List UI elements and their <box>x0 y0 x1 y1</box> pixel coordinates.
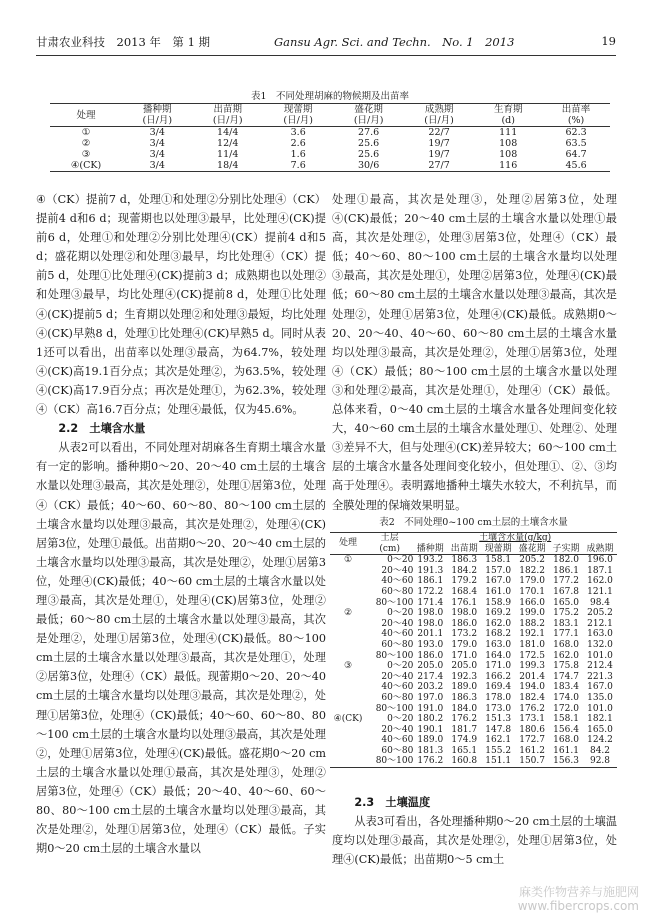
table2-value-cell: 163.0 <box>587 629 613 640</box>
table1-cell: 2.6 <box>290 138 306 149</box>
table1-cell: 14/4 <box>217 127 239 138</box>
table1-cell: 12/4 <box>217 138 239 149</box>
table1-cell: 45.6 <box>565 160 587 171</box>
table1-cell: 11/4 <box>217 149 239 160</box>
table2-value-cell: 193.2 <box>417 555 444 566</box>
table2-value-cell: 98.4 <box>589 597 611 608</box>
table-row <box>330 704 617 715</box>
table2-value-cell: 101.0 <box>587 650 613 661</box>
table2-value-cell: 164.0 <box>485 650 512 661</box>
table2-layer-cell: 40～60 <box>381 576 414 587</box>
watermark-url: www.fibercrops.com <box>517 899 639 913</box>
table1-cell: 7.6 <box>290 160 306 171</box>
table2-treatment-cell <box>330 693 366 704</box>
table2-value-cell: 179.2 <box>451 576 478 587</box>
table1-header-cell: 现蕾期 (日/月) <box>283 104 313 126</box>
journal-name-cn: 甘肃农业科技 2013 年 第 1 期 <box>36 35 211 49</box>
table2-value-cell: 161.0 <box>485 586 512 597</box>
paragraph-soil-temp: 从表3可看出，各处理播种期0～20 cm土层的土壤温度均以处理③最高，其次是处理②，处理①居第3位，处理④(CK)最低；出苗期0～5 cm土 <box>332 815 617 867</box>
table1-cell: 63.5 <box>565 138 587 149</box>
table2-value-cell: 156.3 <box>553 756 579 767</box>
table2-value-cell: 174.9 <box>451 735 478 746</box>
table2-value-cell: 186.1 <box>417 576 444 587</box>
table-row <box>330 576 617 587</box>
table2-value-cell: 182.2 <box>519 565 545 576</box>
table2-value-cell: 161.1 <box>553 745 579 756</box>
table2-value-cell: 147.8 <box>485 724 512 735</box>
table1-cell: 62.3 <box>565 127 587 138</box>
table1-cell: 19/7 <box>428 149 450 160</box>
table1-header-cell: 播种期 (日/月) <box>142 104 173 126</box>
table1-cell: 25.6 <box>358 149 380 160</box>
left-column <box>36 190 326 858</box>
table2-value-cell: 156.4 <box>553 724 579 735</box>
table-row <box>330 651 617 662</box>
table2-value-cell: 181.7 <box>451 724 478 735</box>
table1-cell: 22/7 <box>428 127 450 138</box>
table2-value-cell: 203.2 <box>417 682 444 693</box>
table1-cell: 108 <box>499 138 518 149</box>
table2-value-cell: 124.2 <box>587 735 613 746</box>
table2-treatment-cell <box>330 672 366 683</box>
table2-layer-cell: 20～40 <box>381 671 414 682</box>
table2-value-cell: 180.6 <box>519 724 545 735</box>
table1-cell: 64.7 <box>565 149 587 160</box>
table-row <box>50 138 610 149</box>
table1-cell: 27.6 <box>358 127 380 138</box>
table1-cell: ① <box>81 127 91 138</box>
table2-stage-header: 播种期 <box>416 543 444 554</box>
table1-caption: 表1 不同处理胡麻的物候期及出苗率 <box>250 91 410 102</box>
table2-value-cell: 201.4 <box>519 671 545 682</box>
table2-value-cell: 176.2 <box>519 703 545 714</box>
table2-layer-cell: 0～20 <box>387 714 414 725</box>
table2-value-cell: 167.0 <box>587 682 613 693</box>
table2-treatment-cell <box>330 619 366 630</box>
table2-layer-cell: 80～100 <box>375 597 414 608</box>
table-row <box>330 629 617 640</box>
table2-value-cell: 174.7 <box>553 671 579 682</box>
table2-value-cell: 165.1 <box>451 745 478 756</box>
table2-value-cell: 158.1 <box>485 555 512 566</box>
table2-layer-cell: 60～80 <box>381 745 414 756</box>
table2-value-cell: 178.0 <box>485 692 512 703</box>
paragraph-phenology: ④（CK）提前7 d，处理①和处理②分别比处理④（CK）提前4 d和6 d；现蕾期也以处理③最早，比处理④(CK)提前6 d，处理①和处理②分别比处理④(CK）提前4 d和5 d；盛花期以处理②和处理③最早，均比处理④（CK）提前5 d，处理①比处理④(CK)提前3 d；成熟期也以处理②和处理③最早，均比处理④(CK)提前8 d，处理①比处理④(CK)提前5 d；生育期以处理②和处理③最短，均比处理④(CK)早熟8 d，处理①比处理④(CK)早熟5 d。同时从表1还可以看出，出苗率以处理③最高，为64.7%，较处理④(CK)高19.1百分点；其次是处理②，为63.5%，较处理④(CK)高17.9百分点；再次是处理①，为62.3%，较处理④（CK）高16.7百分点；处理④最低，仅为45.6%。 <box>36 193 326 417</box>
table2-value-cell: 171.4 <box>417 597 444 608</box>
table1-cell: 116 <box>499 160 518 171</box>
table2-treatment-cell: ② <box>343 608 353 619</box>
table2-value-cell: 173.0 <box>485 703 512 714</box>
table2-head-layer: 土层 (cm) <box>379 533 400 554</box>
table2-value-cell: 151.3 <box>485 714 512 725</box>
table2-treatment-cell <box>330 735 366 746</box>
table2-value-cell: 161.2 <box>519 745 545 756</box>
table2-value-cell: 199.0 <box>519 608 545 619</box>
table2-value-cell: 198.0 <box>417 618 444 629</box>
section-heading-2-2: 2.2 土壤含水量 <box>58 422 146 436</box>
table2-value-cell: 193.0 <box>417 639 444 650</box>
table2-value-cell: 196.0 <box>587 555 613 566</box>
table2-value-cell: 205.0 <box>451 661 478 672</box>
table2-value-cell: 155.2 <box>485 745 512 756</box>
table2-value-cell: 175.8 <box>553 661 579 672</box>
table2-value-cell: 168.0 <box>553 735 579 746</box>
table1-cell: 18/4 <box>217 160 239 171</box>
table2-head-group: 土壤含水量(g/kg) <box>479 533 552 543</box>
table2-value-cell: 184.0 <box>451 703 478 714</box>
table2-value-cell: 186.3 <box>451 555 478 566</box>
table2-value-cell: 135.0 <box>587 692 613 703</box>
table-row <box>330 725 617 736</box>
table-row <box>330 672 617 683</box>
table2-value-cell: 186.3 <box>451 692 478 703</box>
table1-cell: ④(CK) <box>70 160 102 171</box>
table-row <box>330 714 617 725</box>
table2-treatment-cell <box>330 682 366 693</box>
table2-value-cell: 101.0 <box>587 703 613 714</box>
table-row <box>330 555 617 566</box>
table2-treatment-cell: ③ <box>343 661 353 672</box>
table2-value-cell: 189.0 <box>451 682 478 693</box>
table2-treatment-cell <box>330 640 366 651</box>
table2-value-cell: 188.2 <box>519 618 545 629</box>
table2-value-cell: 158.9 <box>485 597 512 608</box>
table2-value-cell: 166.2 <box>485 671 512 682</box>
table2-value-cell: 192.1 <box>519 629 545 640</box>
table2-value-cell: 189.0 <box>417 735 444 746</box>
table2-value-cell: 205.0 <box>417 661 444 672</box>
table2-value-cell: 158.1 <box>553 714 579 725</box>
table2 <box>330 532 617 768</box>
table1-header-cell: 出苗期 (日/月) <box>212 104 243 126</box>
table1-header-cell: 处理 <box>76 109 96 121</box>
table2-layer-cell: 0～20 <box>387 608 414 619</box>
table2-value-cell: 170.1 <box>519 586 545 597</box>
table-row <box>330 587 617 598</box>
table-row <box>330 693 617 704</box>
table1-cell: ③ <box>81 149 91 160</box>
table2-value-cell: 197.0 <box>417 692 444 703</box>
table2-value-cell: 181.0 <box>519 639 545 650</box>
journal-name-en: Gansu Agr. Sci. and Techn. No. 1 2013 <box>274 35 515 49</box>
table2-treatment-cell <box>330 576 366 587</box>
table2-value-cell: 212.4 <box>587 661 613 672</box>
table-row <box>330 619 617 630</box>
table2-treatment-cell <box>330 746 366 757</box>
table2-layer-cell: 20～40 <box>381 565 414 576</box>
table2-stage-header: 出苗期 <box>450 543 478 554</box>
table2-treatment-cell <box>330 725 366 736</box>
table2-stage-header: 现蕾期 <box>484 543 512 554</box>
paragraph-soil-moisture: 从表2可以看出，不同处理对胡麻各生育期土壤含水量有一定的影响。播种期0～20、20～40 cm土层的土壤含水量以处理③最高，其次是处理②，处理①居第3位，处理④（CK）最低；40～60、60～80、80～100 cm土层的土壤含水量均以处理③最高，其次是处理②，处理④(CK)居第3位，处理①最低。出苗期0～20、20～40 cm土层的土壤含水量均以处理③最高，其次是处理②，处理①居第3位，处理④(CK)最低；40～60 cm土层的土壤含水量以处理③最高，其次是处理①，处理④(CK)居第3位，处理②最低；60～80 cm土层的土壤含水量以处理③最高，其次是处理②，处理①居第3位，处理④(CK)最低。80～100 cm土层的土壤含水量以处理③最高，其次是处理①，处理②居第3位，处理④（CK）最低。现蕾期0～20、20～40 cm土层的土壤含水量均以处理③最高，其次是处理②，处理①居第3位，处理④（CK)最低；40～60、60～80、80～100 cm土层的土壤含水量均以处理③最高，其次是处理②，处理①居第3位，处理④(CK)最低。盛花期0～20 cm土层的土壤含水量以处理①最高，其次是处理③，处理②居第3位，处理④（CK）最低；20～40、40～60、60～80、80～100 cm土层的土壤含水量均以处理③最高，其次是处理②，处理①居第3位，处理④（CK）最低。子实期0～20 cm土层的土壤含水量以 <box>36 441 326 856</box>
table2-value-cell: 187.1 <box>587 565 613 576</box>
table2-value-cell: 162.1 <box>485 735 512 746</box>
watermark <box>518 885 639 913</box>
table2-layer-cell: 60～80 <box>381 639 414 650</box>
table1 <box>50 103 610 172</box>
table2-value-cell: 166.0 <box>519 597 545 608</box>
page-number: 19 <box>601 34 616 48</box>
table2-value-cell: 184.2 <box>451 565 478 576</box>
table1-header-cell: 盛花期 (日/月) <box>353 104 384 126</box>
table2-layer-cell: 40～60 <box>381 629 414 640</box>
table2-treatment-cell: ① <box>343 555 353 566</box>
table2-value-cell: 168.2 <box>485 629 512 640</box>
table2-treatment-cell <box>330 704 366 715</box>
table2-treatment-cell: ④(CK) <box>333 714 363 725</box>
table2-value-cell: 173.2 <box>451 629 478 640</box>
table2-value-cell: 173.1 <box>519 714 545 725</box>
table2-value-cell: 192.3 <box>451 671 478 682</box>
table2-value-cell: 169.2 <box>485 608 512 619</box>
table2-value-cell: 179.0 <box>451 639 478 650</box>
table2-stage-header: 盛花期 <box>518 543 546 554</box>
table1-cell: ② <box>81 138 91 149</box>
table2-layer-cell: 80～100 <box>375 703 414 714</box>
table2-treatment-cell <box>330 587 366 598</box>
table-row <box>330 640 617 651</box>
table2-value-cell: 194.0 <box>519 682 545 693</box>
table2-value-cell: 165.0 <box>587 724 613 735</box>
table1-cell: 27/7 <box>428 160 450 171</box>
table2-layer-cell: 0～20 <box>387 661 414 672</box>
table1-cell: 30/6 <box>357 160 380 171</box>
table2-value-cell: 168.4 <box>451 586 478 597</box>
table2-treatment-cell <box>330 756 366 767</box>
watermark-cn: 麻类作物营养与施肥网 <box>518 885 639 899</box>
table2-value-cell: 169.4 <box>485 682 512 693</box>
table2-value-cell: 182.0 <box>553 555 579 566</box>
table2-value-cell: 84.2 <box>589 745 611 756</box>
table2-value-cell: 179.0 <box>519 576 545 587</box>
table1-cell: 3/4 <box>149 138 165 149</box>
table2-value-cell: 217.4 <box>417 671 444 682</box>
table2-value-cell: 183.1 <box>553 618 579 629</box>
table2-value-cell: 157.0 <box>485 565 512 576</box>
table2-value-cell: 221.3 <box>587 671 613 682</box>
table1-cell: 3.6 <box>290 127 306 138</box>
table2-value-cell: 183.4 <box>553 682 579 693</box>
table2-value-cell: 186.1 <box>553 565 579 576</box>
table1-cell: 19/7 <box>428 138 450 149</box>
table2-value-cell: 132.0 <box>587 639 613 650</box>
table2-layer-cell: 80～100 <box>375 756 414 767</box>
table1-cell: 3/4 <box>149 149 165 160</box>
table2-value-cell: 190.1 <box>417 724 444 735</box>
table2-value-cell: 167.0 <box>485 576 512 587</box>
table2-value-cell: 205.2 <box>587 608 613 619</box>
table2-value-cell: 172.0 <box>553 703 579 714</box>
paragraph-soil-moisture-cont: 处理①最高，其次是处理③，处理②居第3位，处理④(CK)最低；20～40 cm土层的土壤含水量以处理①最高，其次是处理②，处理③居第3位，处理④（CK）最低；40～60、80～100 cm土层的土壤含水量均以处理③最高，其次是处理①，处理②居第3位，处理④(CK)最低；60～80 cm土层的土壤含水量以处理③最高，其次是处理②，处理①居第3位，处理④(CK)最低。成熟期0～20、20～40、40～60、60～80 cm土层的土壤含水量均以处理③最高，其次是处理②，处理①居第3位，处理④（CK）最低；80～100 cm土层的土壤含水量以处理③和处理②最高，其次是处理①，处理④（CK）最低。总体来看，0～40 cm土层的土壤含水量各处理间变化较大，40～60 cm土层的土壤含水量处理①、处理②、处理③差异不大，但与处理④(CK)差异较大；60～100 cm土层的土壤含水量各处理间变化较小，但处理①、②、③均高于处理④。表明露地播种土壤失水较大，不利抗旱，而全膜处理的保墒效果明显。 <box>332 193 617 512</box>
table1-cell: 111 <box>499 127 518 138</box>
table-row <box>330 746 617 757</box>
table2-value-cell: 175.2 <box>553 608 579 619</box>
table2-value-cell: 172.7 <box>519 735 545 746</box>
table2-value-cell: 212.1 <box>587 618 613 629</box>
table1-header-cell: 成熟期 (日/月) <box>424 104 454 126</box>
header-rule <box>36 55 616 56</box>
table2-value-cell: 177.1 <box>553 629 579 640</box>
table2-layer-cell: 20～40 <box>381 618 414 629</box>
table2-layer-cell: 0～20 <box>387 555 414 566</box>
table2-value-cell: 198.0 <box>451 608 478 619</box>
table2-value-cell: 181.3 <box>417 745 444 756</box>
table2-value-cell: 182.1 <box>587 714 613 725</box>
right-column <box>332 190 617 515</box>
table2-value-cell: 163.0 <box>485 639 512 650</box>
table1-cell: 25.6 <box>358 138 380 149</box>
table2-value-cell: 186.0 <box>451 618 478 629</box>
table2-value-cell: 160.8 <box>451 756 478 767</box>
table2-value-cell: 162.0 <box>587 576 613 587</box>
table-row <box>50 149 610 160</box>
table2-value-cell: 180.2 <box>417 714 444 725</box>
table2-layer-cell: 40～60 <box>381 682 414 693</box>
table2-value-cell: 182.4 <box>519 692 545 703</box>
table-row <box>330 682 617 693</box>
table2-stage-header: 子实期 <box>552 543 580 554</box>
table1-cell: 3/4 <box>149 160 165 171</box>
table2-stage-header: 成熟期 <box>586 543 614 554</box>
table1-header-cell: 出苗率 (%) <box>561 104 591 126</box>
table2-layer-cell: 60～80 <box>381 692 414 703</box>
table2-value-cell: 205.2 <box>519 555 545 566</box>
table2-value-cell: 168.0 <box>553 639 579 650</box>
table-row <box>330 756 617 767</box>
table-row <box>50 127 610 139</box>
table-row <box>50 160 610 172</box>
table2-value-cell: 162.0 <box>485 618 512 629</box>
table2-value-cell: 176.2 <box>451 714 478 725</box>
table2-value-cell: 176.1 <box>451 597 478 608</box>
table2-value-cell: 177.2 <box>553 576 579 587</box>
table2-value-cell: 162.0 <box>553 650 579 661</box>
table2-value-cell: 92.8 <box>589 756 611 767</box>
table2-layer-cell: 40～60 <box>381 735 414 746</box>
table2-value-cell: 172.5 <box>519 650 545 661</box>
table2-value-cell: 191.3 <box>417 565 444 576</box>
table2-value-cell: 176.2 <box>417 756 444 767</box>
table-row <box>330 566 617 577</box>
table2-layer-cell: 20～40 <box>381 724 414 735</box>
table2-value-cell: 174.0 <box>553 692 579 703</box>
table1-header-cell: 生育期 (d) <box>493 104 523 126</box>
table1-cell: 1.6 <box>290 149 306 160</box>
table2-treatment-cell <box>330 651 366 662</box>
table1-cell: 108 <box>499 149 518 160</box>
running-header <box>36 34 616 54</box>
table2-value-cell: 121.1 <box>587 586 613 597</box>
table2-value-cell: 186.0 <box>417 650 444 661</box>
table1-cell: 3/4 <box>149 127 165 138</box>
table2-value-cell: 171.0 <box>451 650 478 661</box>
table2-value-cell: 198.0 <box>417 608 444 619</box>
table2-value-cell: 171.0 <box>485 661 512 672</box>
table2-value-cell: 167.8 <box>553 586 579 597</box>
table2-layer-cell: 60～80 <box>381 586 414 597</box>
table2-caption: 表2 不同处理0~100 cm土层的土壤含水量 <box>379 517 568 528</box>
table2-value-cell: 150.7 <box>519 756 545 767</box>
table-row <box>330 598 617 609</box>
table-row <box>330 608 617 619</box>
table2-value-cell: 199.3 <box>519 661 545 672</box>
table2-value-cell: 191.0 <box>417 703 444 714</box>
table2-treatment-cell <box>330 598 366 609</box>
table2-value-cell: 165.0 <box>553 597 579 608</box>
table2-treatment-cell <box>330 629 366 640</box>
table2-treatment-cell <box>330 566 366 577</box>
table-row <box>330 735 617 746</box>
section-2-3 <box>332 793 617 869</box>
table2-value-cell: 151.1 <box>485 756 512 767</box>
table-row <box>330 661 617 672</box>
section-heading-2-3: 2.3 土壤温度 <box>354 796 431 809</box>
table2-head-treatment: 处理 <box>339 538 358 549</box>
table2-value-cell: 172.2 <box>417 586 444 597</box>
table2-value-cell: 201.1 <box>417 629 444 640</box>
table2-layer-cell: 80～100 <box>375 650 414 661</box>
